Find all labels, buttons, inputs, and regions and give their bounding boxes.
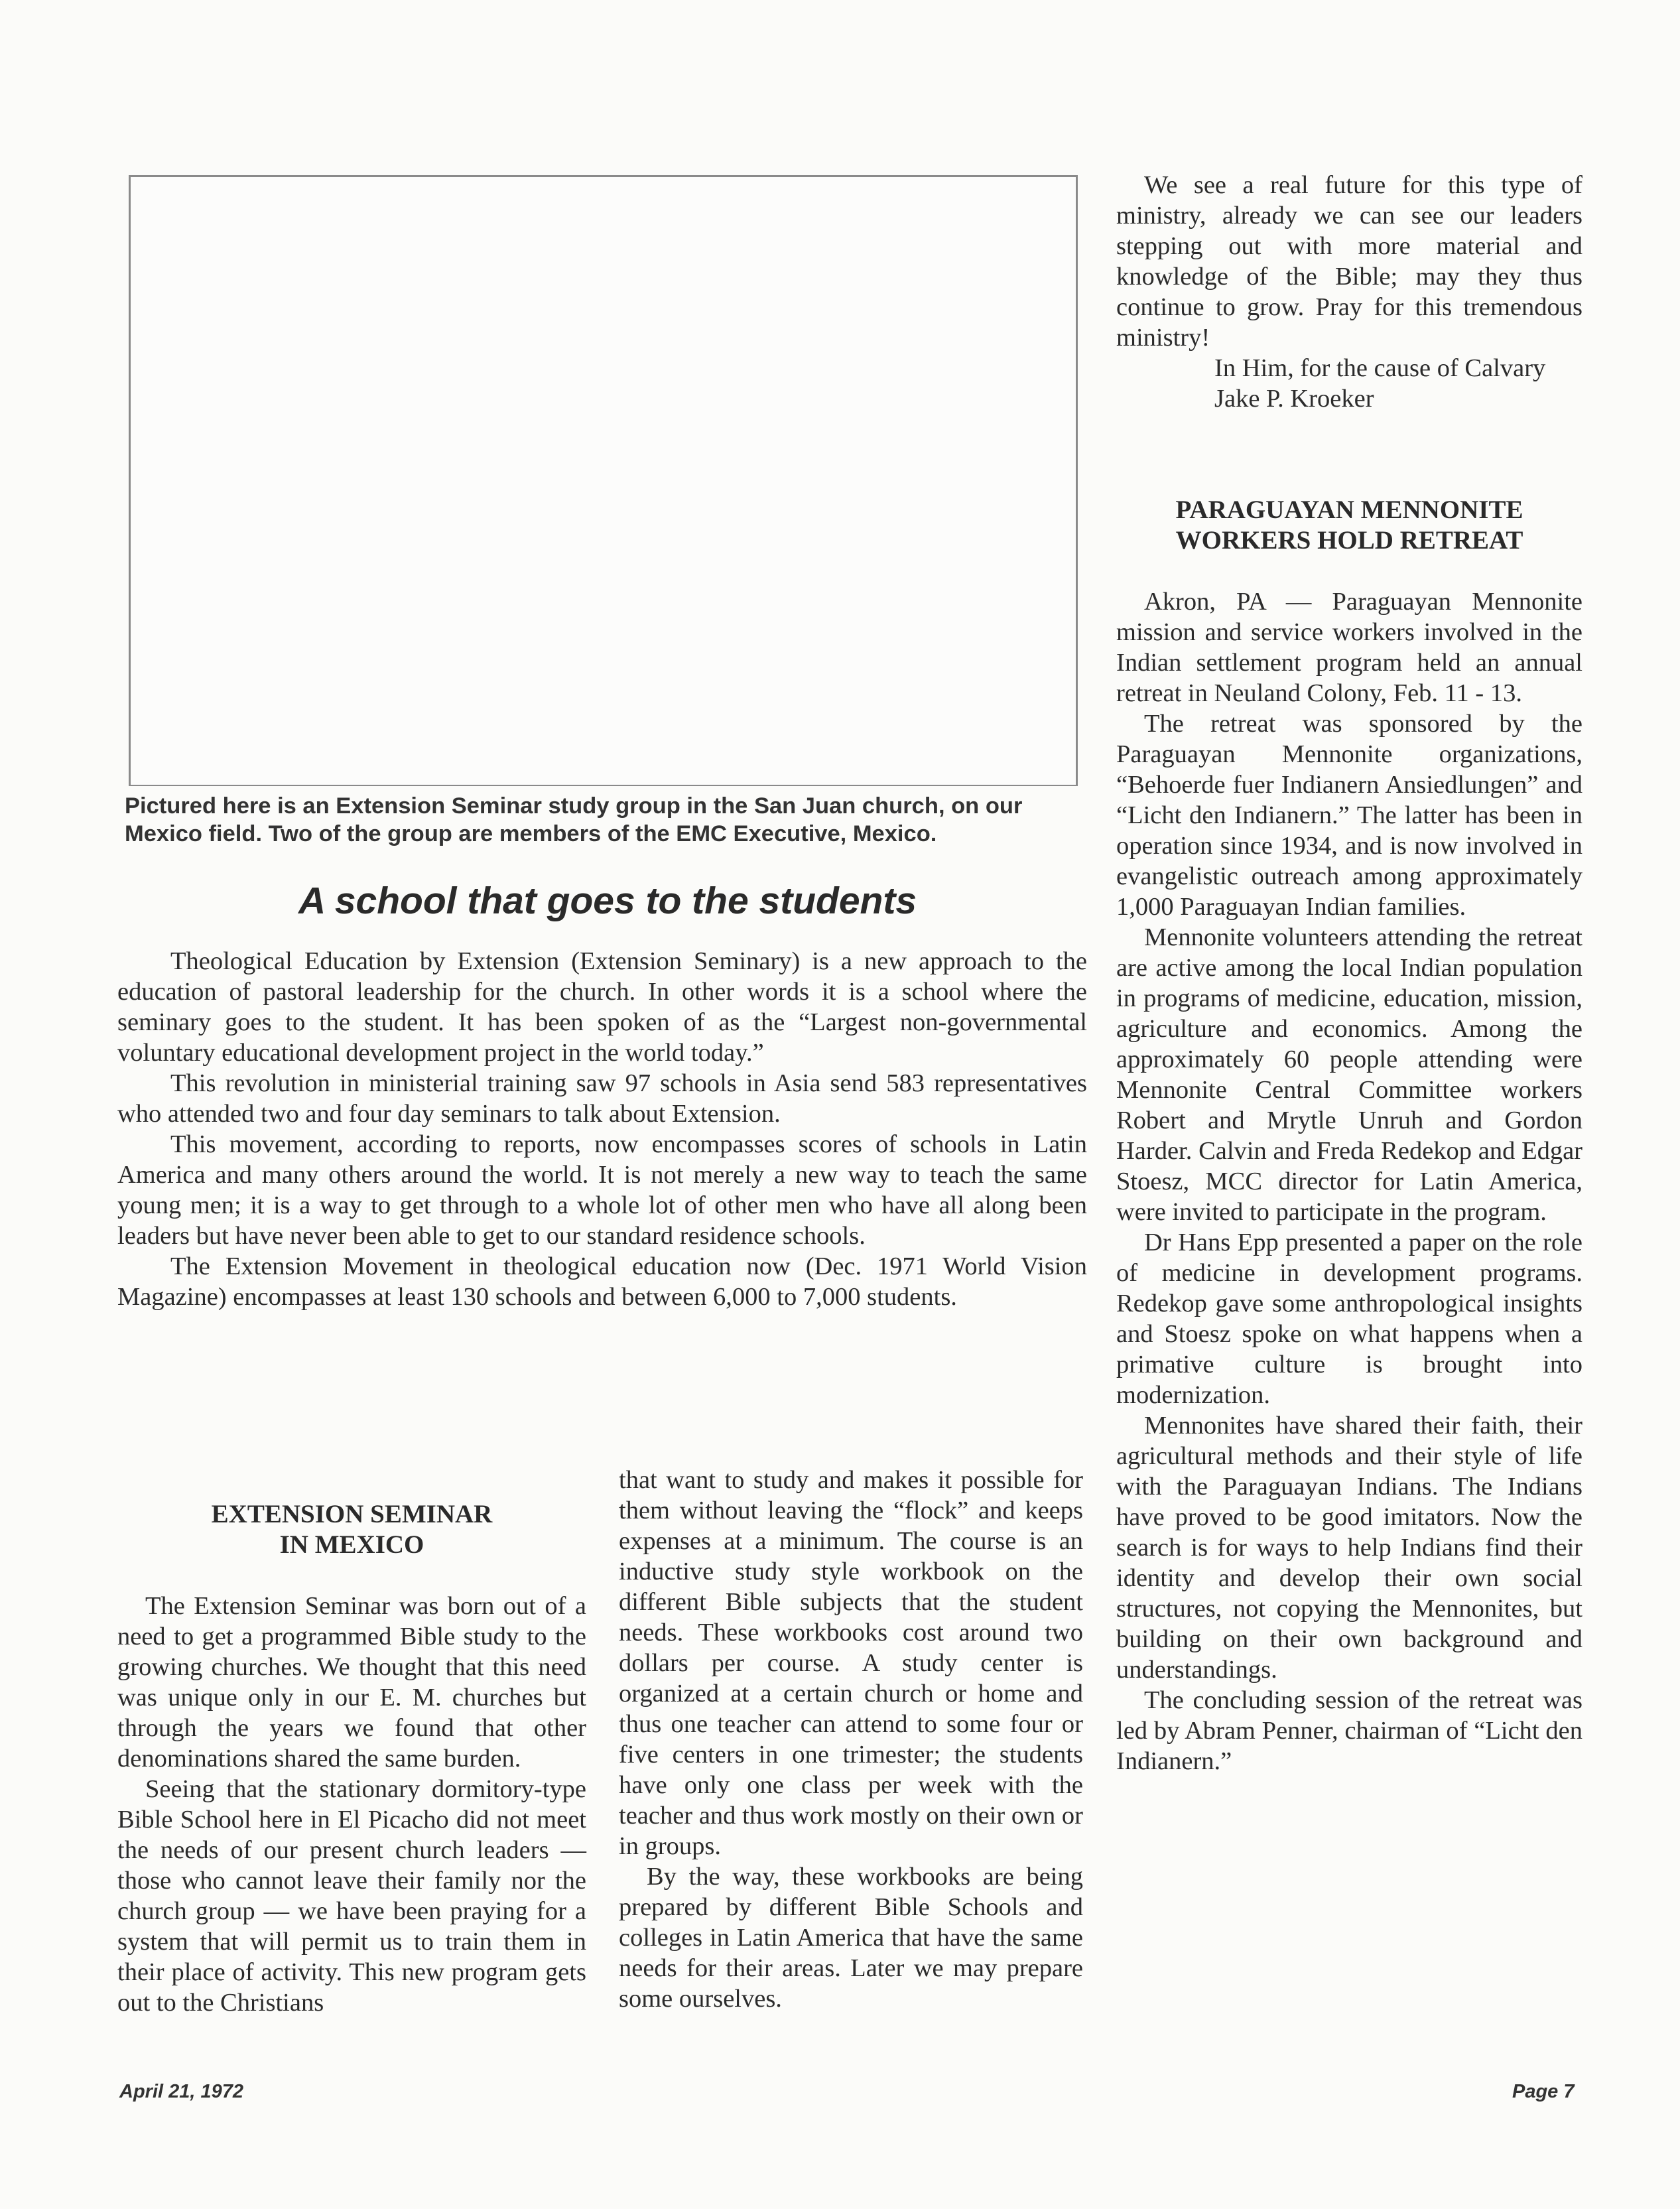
photo-caption [125, 792, 1093, 848]
retreat-heading [1116, 495, 1583, 556]
article-paragraph: The retreat was sponsored by the Paraguayan Mennonite organizations, “Behoerde fuer Indianern Ansiedlungen” and “Licht den Indianern.” The latter has been in operation since 1934, and is now involved in evangelistic outreach among approximately 1,000 Paraguayan Indian families. [1116, 710, 1583, 921]
article-paragraph: Seeing that the stationary dormitory-type Bible School here in El Picacho did not meet the needs of our present church leaders — those who cannot leave their family nor the church group — we have been praying for a system that will permit us to train them in their place of activity. This new program gets out to the Christians [117, 1775, 586, 2017]
extension-seminar-heading [117, 1499, 586, 1560]
photo-caption-line: Mexico field. Two of the group are members of the EMC Executive, Mexico. [125, 821, 937, 846]
article-paragraph: Mennonite volunteers attending the retreat are active among the local Indian population in programs of medicine, education, mission, agriculture and economics. Among the approximately 60 people attending were Mennonite Central Committee workers Robert and Mrytle Unruh and Gordon Harder. Calvin and Freda Redekop and Edgar Stoesz, MCC director for Latin America, were invited to participate in the program. [1116, 923, 1583, 1226]
article-paragraph: The Extension Seminar was born out of a need to get a programmed Bible study to the growing churches. We thought that this need was unique only in our E. M. churches but through the years we found that other denominations shared the same burden. [117, 1592, 586, 1773]
article-paragraph: This movement, according to reports, now encompasses scores of schools in Latin America and many others around the world. It is not merely a new way to teach the same young men; it is a way to get through to a whole lot of other men who have all along been leaders but have never been able to get to our standard residence schools. [117, 1130, 1087, 1250]
article-paragraph: The concluding session of the retreat was led by Abram Penner, chairman of “Licht den Indianern.” [1116, 1686, 1583, 1775]
article-paragraph: Akron, PA — Paraguayan Mennonite mission and service workers involved in the Indian settlement program held an annual retreat in Neuland Colony, Feb. 11 - 13. [1116, 588, 1583, 707]
main-article-body [117, 946, 1087, 1312]
photo-caption-line: Pictured here is an Extension Seminar study group in the San Juan church, on our [125, 793, 1023, 819]
main-headline: A school that goes to the students [298, 880, 917, 922]
article-paragraph: We see a real future for this type of ministry, already we can see our leaders stepping out with more material and knowledge of the Bible; may they thus continue to grow. Pray for this tremendous ministry! [1116, 171, 1583, 352]
extension-seminar-column-mid [619, 1465, 1083, 2014]
article-paragraph: The Extension Movement in theological education now (Dec. 1971 World Vision Magazine) encompasses at least 130 schools and between 6,000 to 7,000 students. [117, 1252, 1087, 1311]
article-paragraph: that want to study and makes it possible for them without leaving the “flock” and keeps expenses at a minimum. The course is an inductive study style workbook on the different Bible subjects that the student needs. These workbooks cost around two dollars per course. A study center is organized at a certain church or home and thus one teacher can attend to some four or five centers in one trimester; the students have only one class per week with the teacher and thus work mostly on their own or in groups. [619, 1466, 1083, 1860]
article-paragraph: Dr Hans Epp presented a paper on the role of medicine in development programs. Redekop gave some anthropological insights and Stoesz spoke on what happens when a primative culture is brought into modernization. [1116, 1229, 1583, 1409]
closing-line: In Him, for the cause of Calvary [1214, 354, 1546, 382]
article-paragraph: Mennonites have shared their faith, their agricultural methods and their style of life with the Paraguayan Indians. The Indians have proved to be good imitators. Now the search is for ways to help Indians find their identity and develop their own social structures, not copying the Mennonites, but building on their own background and understandings. [1116, 1412, 1583, 1684]
article-paragraph: Theological Education by Extension (Extension Seminary) is a new approach to the education of pastoral leadership for the church. In other words it is a school where the seminary goes to the student. It has been spoken of as the “Largest non-governmental voluntary educational development project in the world today.” [117, 947, 1087, 1067]
heading-line: IN MEXICO [279, 1530, 424, 1559]
extension-seminar-column-left [117, 1465, 586, 2018]
heading-line: WORKERS HOLD RETREAT [1175, 526, 1523, 555]
article-paragraph: This revolution in ministerial training saw 97 schools in Asia send 583 representatives who attended two and four day seminars to talk about Extension. [117, 1069, 1087, 1128]
right-column [1116, 170, 1583, 1776]
article-paragraph: By the way, these workbooks are being prepared by different Bible Schools and colleges in Latin America that have the same needs for their areas. Later we may prepare some ourselves. [619, 1863, 1083, 2013]
heading-line: PARAGUAYAN MENNONITE [1175, 496, 1523, 524]
footer-date: April 21, 1972 [119, 2081, 243, 2102]
page-number: Page 7 [1512, 2081, 1575, 2102]
signature: Jake P. Kroeker [1214, 385, 1374, 413]
heading-line: EXTENSION SEMINAR [211, 1500, 493, 1528]
photo-placeholder [129, 175, 1078, 786]
